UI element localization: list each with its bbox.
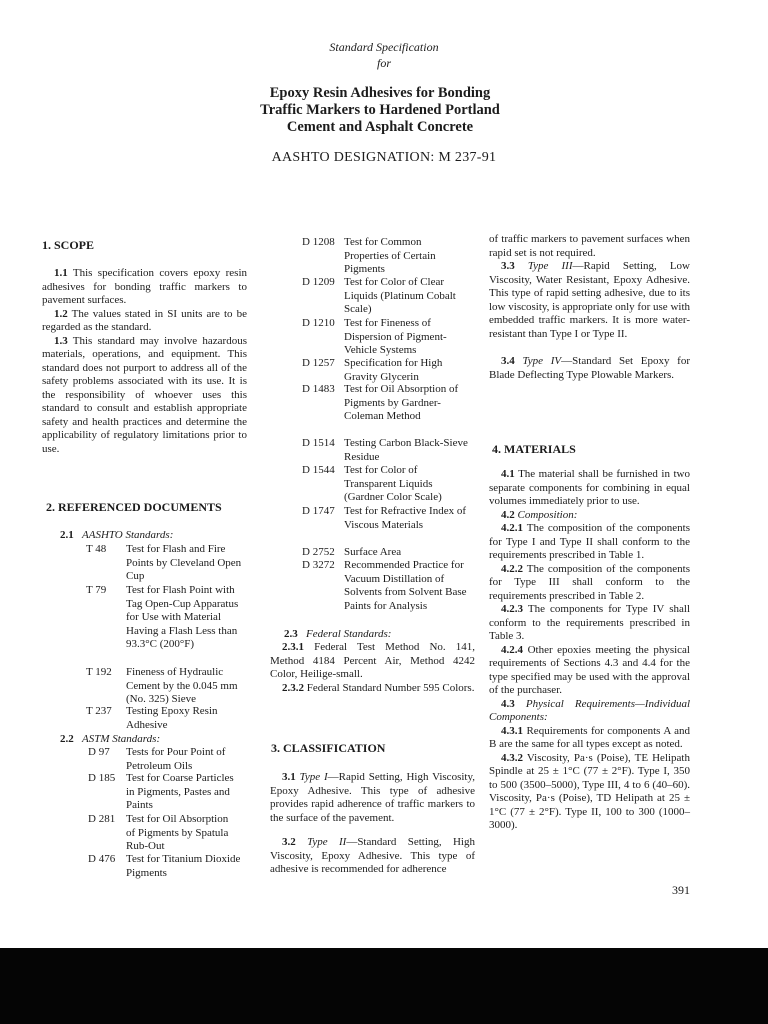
paragraph-text: The composition of the components for Type I and Type II shall conform to the requirements prescribed in Table 1. bbox=[489, 522, 690, 561]
spec-kicker: Standard Specification bbox=[329, 40, 439, 54]
section-number: 4.2.1 bbox=[501, 522, 523, 534]
paragraph-4-2-4 bbox=[489, 644, 690, 698]
reference-title: Testing Carbon Black-Sieve Residue bbox=[344, 437, 468, 463]
reference-title: Test for Fineness of Dispersion of Pigment-Vehicle Systems bbox=[344, 317, 447, 356]
paragraph-4-3 bbox=[489, 698, 690, 725]
reference-code: T 237 bbox=[86, 705, 112, 717]
reference-code: D 1544 bbox=[302, 464, 335, 476]
scope-heading: 1. SCOPE bbox=[42, 238, 95, 252]
reference-title: Test for Color of Transparent Liquids (Gardner Color Scale) bbox=[344, 464, 442, 503]
section-number: 4.2.2 bbox=[501, 562, 523, 575]
reference-code: D 185 bbox=[88, 772, 116, 784]
section-number: 4.2.4 bbox=[501, 643, 523, 656]
designation: AASHTO DESIGNATION: M 237-91 bbox=[271, 150, 497, 165]
label-text: Federal Standards: bbox=[306, 628, 392, 640]
reference-code: D 1514 bbox=[302, 437, 335, 449]
section-number: 1.2 bbox=[54, 307, 68, 320]
section-number: 2.3.1 bbox=[282, 641, 304, 653]
paragraph-text: The composition of the components for Type III shall conform to the requirements prescribed in Table 2. bbox=[489, 562, 690, 602]
reference-title: Test for Common Properties of Certain Pigments bbox=[344, 236, 436, 275]
type-label: Type I bbox=[299, 771, 328, 783]
reference-row bbox=[88, 746, 258, 774]
section-number: 1.3 bbox=[54, 334, 68, 347]
reference-row bbox=[86, 666, 256, 708]
paragraph-4-3-1 bbox=[489, 725, 690, 752]
reference-title: Test for Oil Absorption of Pigments by Gardner-Coleman Method bbox=[344, 383, 459, 422]
label-text: Physical Requirements—Individual Components: bbox=[489, 697, 691, 723]
reference-row bbox=[302, 357, 472, 385]
section-number: 1.1 bbox=[54, 267, 68, 279]
reference-code: D 1747 bbox=[302, 505, 335, 517]
reference-title: Recommended Practice for Vacuum Distillation of Solvents from Solvent Base Paints for Analysis bbox=[344, 559, 467, 612]
reference-title: Test for Flash Point with Tag Open-Cup Apparatus for Use with Material Having a Flash Less than 93.3°C (200°F) bbox=[126, 584, 239, 650]
reference-code: D 476 bbox=[88, 853, 116, 865]
section-number: 3.4 bbox=[501, 355, 515, 367]
reference-title: Test for Oil Absorption of Pigments by Spatula Rub-Out bbox=[126, 813, 229, 852]
materials-heading: 4. MATERIALS bbox=[492, 442, 576, 456]
referenced-documents-heading: 2. REFERENCED DOCUMENTS bbox=[46, 500, 222, 514]
reference-code: D 1483 bbox=[302, 383, 335, 395]
reference-title: Test for Color of Clear Liquids (Platinum Cobalt Scale) bbox=[344, 276, 456, 315]
paragraph-text: —Standard Set Epoxy for Blade Deflecting Type Plowable Markers. bbox=[489, 355, 690, 381]
reference-row bbox=[302, 505, 472, 547]
reference-row bbox=[88, 772, 258, 814]
reference-title: Fineness of Hydraulic Cement by the 0.045 mm (No. 325) Sieve bbox=[126, 666, 238, 705]
reference-row bbox=[302, 464, 472, 506]
reference-row bbox=[302, 546, 472, 560]
reference-row bbox=[86, 584, 256, 667]
reference-title: Testing Epoxy Resin Adhesive bbox=[126, 705, 218, 731]
paragraph-text: This standard may involve hazardous materials, operations, and equipment. This standard does not purport to address all of the safety problems associated with its use. It is the responsibility of whoever uses this standard to consult and establish appropriate safety and health practices and determine the applicability of regulatory limitations prior to use. bbox=[42, 334, 247, 455]
reference-row bbox=[302, 276, 472, 318]
reference-title: Test for Titanium Dioxide Pigments bbox=[126, 853, 241, 879]
astm-standards-label bbox=[60, 733, 160, 747]
reference-title: Test for Refractive Index of Viscous Materials bbox=[344, 505, 467, 531]
paragraph-text: The components for Type IV shall conform to the requirements prescribed in Table 3. bbox=[489, 603, 690, 642]
paragraph-1-1 bbox=[42, 267, 247, 308]
paragraph-2-3-2 bbox=[270, 682, 475, 696]
reference-code: D 97 bbox=[88, 746, 110, 758]
paragraph-text: The values stated in SI units are to be regarded as the standard. bbox=[42, 307, 247, 333]
reference-title: Tests for Pour Point of Petroleum Oils bbox=[126, 746, 226, 772]
paragraph-text: —Rapid Setting, Low Viscosity, Water Resistant, Epoxy Adhesive. This type of rapid setting adhesive, due to its low viscosity, is appropriate only for use with embedded traffic markers. It is more water-resistant than Type I or Type II. bbox=[489, 260, 691, 340]
reference-row bbox=[302, 236, 472, 278]
section-number: 2.3.2 bbox=[282, 682, 304, 694]
reference-row bbox=[302, 559, 472, 629]
label-text: AASHTO Standards: bbox=[82, 529, 174, 541]
paragraph-1-2 bbox=[42, 308, 247, 335]
reference-title: Test for Coarse Particles in Pigments, Pastes and Paints bbox=[126, 772, 234, 811]
section-number: 4.1 bbox=[501, 468, 515, 480]
reference-row bbox=[302, 437, 472, 465]
paragraph-4-1 bbox=[489, 468, 690, 509]
reference-title: Surface Area bbox=[344, 546, 402, 558]
label-text: Composition: bbox=[517, 508, 578, 521]
reference-code: D 281 bbox=[88, 813, 116, 825]
section-number: 4.3 bbox=[501, 697, 515, 710]
aashto-standards-label bbox=[60, 529, 173, 543]
reference-title: Test for Flash and Fire Points by Cleveland Open Cup bbox=[126, 543, 242, 582]
reference-row bbox=[86, 705, 256, 733]
reference-code: D 1209 bbox=[302, 276, 335, 288]
paragraph-4-2 bbox=[489, 509, 690, 523]
section-number: 3.2 bbox=[282, 836, 296, 848]
reference-row bbox=[88, 813, 258, 855]
paragraph-2-3-1 bbox=[270, 641, 475, 682]
paragraph-3-1 bbox=[270, 771, 475, 825]
section-number: 3.3 bbox=[501, 260, 515, 272]
reference-code: T 79 bbox=[86, 584, 107, 596]
paragraph-text: Other epoxies meeting the physical requirements of Sections 4.3 and 4.4 for the type specified may be used with the approval of the purchaser. bbox=[489, 643, 690, 696]
reference-code: T 48 bbox=[86, 543, 107, 555]
spec-kicker-for: for bbox=[376, 56, 391, 70]
title-line-3: Cement and Asphalt Concrete bbox=[286, 119, 474, 135]
reference-row bbox=[302, 383, 472, 439]
paragraph-text: Federal Standard Number 595 Colors. bbox=[306, 682, 475, 694]
reference-code: D 1208 bbox=[302, 236, 335, 248]
reference-code: D 1257 bbox=[302, 357, 335, 369]
paragraph-3-3 bbox=[489, 260, 690, 341]
section-number: 2.2 bbox=[60, 733, 74, 745]
paragraph-4-2-2 bbox=[489, 563, 690, 604]
paragraph-text: The material shall be furnished in two separate components for combining in equal volumes immediately prior to use. bbox=[489, 468, 690, 507]
reference-row bbox=[302, 317, 472, 359]
title-line-1: Epoxy Resin Adhesives for Bonding bbox=[269, 85, 491, 101]
section-number: 2.3 bbox=[284, 628, 298, 640]
classification-heading: 3. CLASSIFICATION bbox=[271, 741, 386, 755]
reference-title: Specification for High Gravity Glycerin bbox=[344, 357, 443, 383]
type-label: Type IV bbox=[522, 355, 562, 367]
paragraph-text: Viscosity, Pa·s (Poise), TE Helipath Spindle at 25 ± 1°C (77 ± 2°F). Type I, 350 to 500 (3500–5000), Type III, 4 to 6 (40–60). Viscosity, Pa·s (Poise), TD Helipath at 25 ± 1°C (77 ± 2°F). Type II, 100 to 300 (1000–3000). bbox=[489, 751, 690, 831]
section-number: 4.2 bbox=[501, 508, 515, 521]
paragraph-text: Requirements for components A and B are the same for all types except as noted. bbox=[489, 724, 690, 750]
paragraph-1-3 bbox=[42, 335, 247, 457]
section-number: 2.1 bbox=[60, 529, 74, 541]
reference-code: T 192 bbox=[86, 666, 112, 678]
federal-standards-label bbox=[284, 628, 391, 642]
paragraph-text: —Standard Setting, High Viscosity, Epoxy Adhesive. This type of adhesive is recommended for adherence bbox=[270, 836, 475, 875]
paragraph-text: This specification covers epoxy resin adhesives for bonding traffic markers to pavement surfaces. bbox=[42, 267, 247, 306]
reference-code: D 3272 bbox=[302, 559, 335, 571]
title-line-2: Traffic Markers to Hardened Portland bbox=[260, 102, 500, 118]
section-number: 4.2.3 bbox=[501, 603, 523, 615]
paragraph-continued: of traffic markers to pavement surfaces when rapid set is not required. bbox=[489, 233, 690, 259]
document-title bbox=[180, 85, 580, 136]
scan-border bbox=[0, 948, 768, 1024]
materials-body bbox=[489, 468, 690, 833]
column-1 bbox=[42, 232, 247, 456]
section-number: 4.3.1 bbox=[501, 724, 523, 737]
reference-code: D 1210 bbox=[302, 317, 335, 329]
reference-row bbox=[86, 543, 256, 585]
page-number: 391 bbox=[672, 883, 690, 897]
paragraph-4-2-1 bbox=[489, 522, 690, 563]
paragraph-text: Federal Test Method No. 141, Method 4184 Percent Air, Method 4242 Color, Heilige-small. bbox=[270, 641, 475, 680]
paragraph-3-4 bbox=[489, 355, 690, 382]
paragraph-3-2 bbox=[270, 836, 475, 877]
type-label: Type II bbox=[307, 836, 347, 848]
paragraph-4-3-2 bbox=[489, 752, 690, 833]
reference-code: D 2752 bbox=[302, 546, 335, 558]
paragraph-text: —Rapid Setting, High Viscosity, Epoxy Adhesive. This type of adhesive provides rapid adherence of traffic markers to the surface of the pavement. bbox=[270, 771, 475, 824]
type-label: Type III bbox=[527, 260, 573, 272]
reference-row bbox=[88, 853, 258, 881]
paragraph-4-2-3 bbox=[489, 603, 690, 644]
section-number: 3.1 bbox=[282, 771, 296, 783]
section-number: 4.3.2 bbox=[501, 751, 523, 764]
label-text: ASTM Standards: bbox=[82, 733, 161, 745]
